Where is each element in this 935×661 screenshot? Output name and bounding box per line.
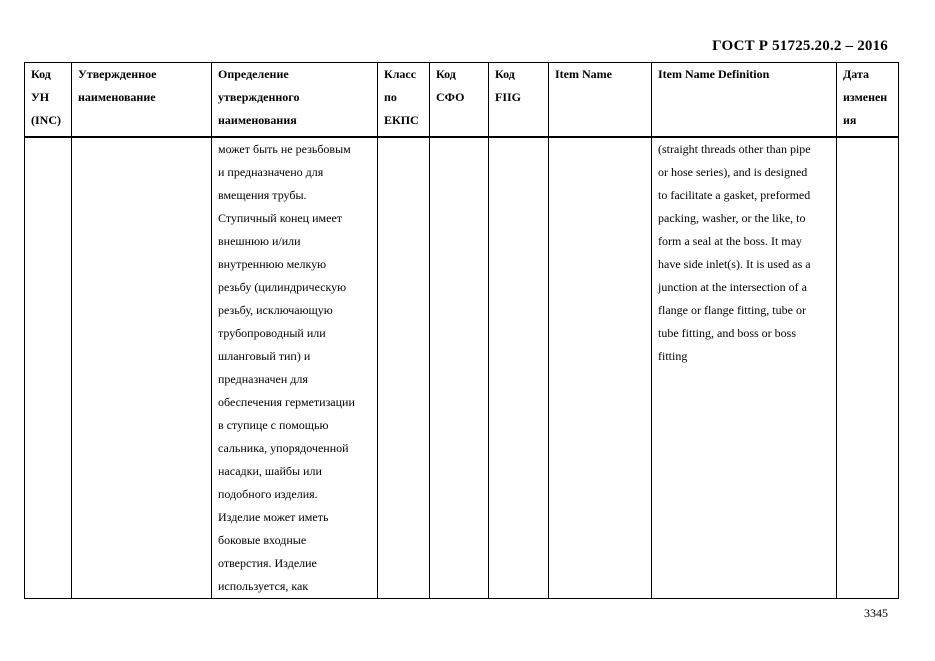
col-header-approved-name bbox=[72, 63, 212, 137]
column-header-line: УН bbox=[31, 90, 50, 104]
text-line: обеспечения герметизации bbox=[218, 394, 355, 409]
page-number: 3345 bbox=[864, 606, 888, 620]
column-header-line: ЕКПС bbox=[384, 113, 419, 127]
column-header-line: FIIG bbox=[495, 90, 522, 104]
text-line: (straight threads other than pipe bbox=[658, 141, 811, 156]
text-line: и предназначено для bbox=[218, 164, 324, 179]
text-line: насадки, шайбы или bbox=[218, 463, 322, 478]
text-line: резьбу (цилиндрическую bbox=[218, 279, 347, 294]
text-line: резьбу, исключающую bbox=[218, 302, 333, 317]
column-header-line: Код bbox=[31, 67, 51, 81]
cell-definition bbox=[212, 137, 378, 599]
column-header-line: Класс bbox=[384, 67, 417, 81]
text-line: трубопроводный или bbox=[218, 325, 326, 340]
col-header-class-ekps bbox=[378, 63, 430, 137]
cell-item-name bbox=[549, 137, 652, 599]
text-line: в ступице с помощью bbox=[218, 417, 329, 432]
text-line: подобного изделия. bbox=[218, 486, 318, 501]
text-line: fitting bbox=[658, 348, 688, 363]
cell-approved-name bbox=[72, 137, 212, 599]
column-header-line: Item Name Definition bbox=[658, 67, 770, 81]
text-line: предназначен для bbox=[218, 371, 308, 386]
cell-inc bbox=[25, 137, 72, 599]
text-line: flange or flange fitting, tube or bbox=[658, 302, 806, 317]
column-header-line: Код bbox=[495, 67, 515, 81]
text-line: шланговый тип) и bbox=[218, 348, 311, 363]
text-line: внешнюю и/или bbox=[218, 233, 301, 248]
col-header-inc bbox=[25, 63, 72, 137]
text-line: боковые входные bbox=[218, 532, 307, 547]
text-line: tube fitting, and boss or boss bbox=[658, 325, 796, 340]
text-line: Ступичный конец имеет bbox=[218, 210, 343, 225]
cell-item-name-definition bbox=[652, 137, 837, 599]
cell-fiig-code bbox=[489, 137, 549, 599]
text-line: Изделие может иметь bbox=[218, 509, 329, 524]
col-header-item-name bbox=[549, 63, 652, 137]
cell-sfo-code bbox=[430, 137, 489, 599]
document-header: ГОСТ Р 51725.20.2 – 2016 bbox=[712, 38, 888, 54]
text-line: внутреннюю мелкую bbox=[218, 256, 327, 271]
text-line: have side inlet(s). It is used as a bbox=[658, 256, 811, 271]
column-header-line: наименование bbox=[78, 90, 156, 104]
text-line: вмещения трубы. bbox=[218, 187, 307, 202]
table-row bbox=[25, 137, 899, 599]
text-line: to facilitate a gasket, preformed bbox=[658, 187, 811, 202]
text-line: сальника, упорядоченной bbox=[218, 440, 349, 455]
column-header-line: Код bbox=[436, 67, 456, 81]
column-header-line: изменен bbox=[843, 90, 888, 104]
column-header-line: утвержденного bbox=[218, 90, 300, 104]
column-header-line: Дата bbox=[843, 67, 869, 81]
text-line: junction at the intersection of a bbox=[658, 279, 807, 294]
text-line: отверстия. Изделие bbox=[218, 555, 317, 570]
column-header-line: Item Name bbox=[555, 67, 612, 81]
column-header-line: Утвержденное bbox=[78, 67, 157, 81]
column-header-line: (INC) bbox=[31, 113, 61, 127]
nomenclature-table bbox=[24, 62, 899, 599]
column-header-line: ия bbox=[843, 113, 857, 127]
text-line: form a seal at the boss. It may bbox=[658, 233, 802, 248]
column-header-line: по bbox=[384, 90, 397, 104]
text-line: используется, как bbox=[218, 578, 309, 593]
col-header-change-date bbox=[837, 63, 899, 137]
col-header-definition bbox=[212, 63, 378, 137]
column-header-line: СФО bbox=[436, 90, 465, 104]
column-header-line: наименования bbox=[218, 113, 297, 127]
cell-change-date bbox=[837, 137, 899, 599]
text-line: packing, washer, or the like, to bbox=[658, 210, 806, 225]
cell-class-ekps bbox=[378, 137, 430, 599]
table-header-row bbox=[25, 63, 899, 137]
column-header-line: Определение bbox=[218, 67, 289, 81]
col-header-item-name-definition bbox=[652, 63, 837, 137]
text-line: or hose series), and is designed bbox=[658, 164, 808, 179]
col-header-sfo-code bbox=[430, 63, 489, 137]
text-line: может быть не резьбовым bbox=[218, 141, 351, 156]
col-header-fiig-code bbox=[489, 63, 549, 137]
